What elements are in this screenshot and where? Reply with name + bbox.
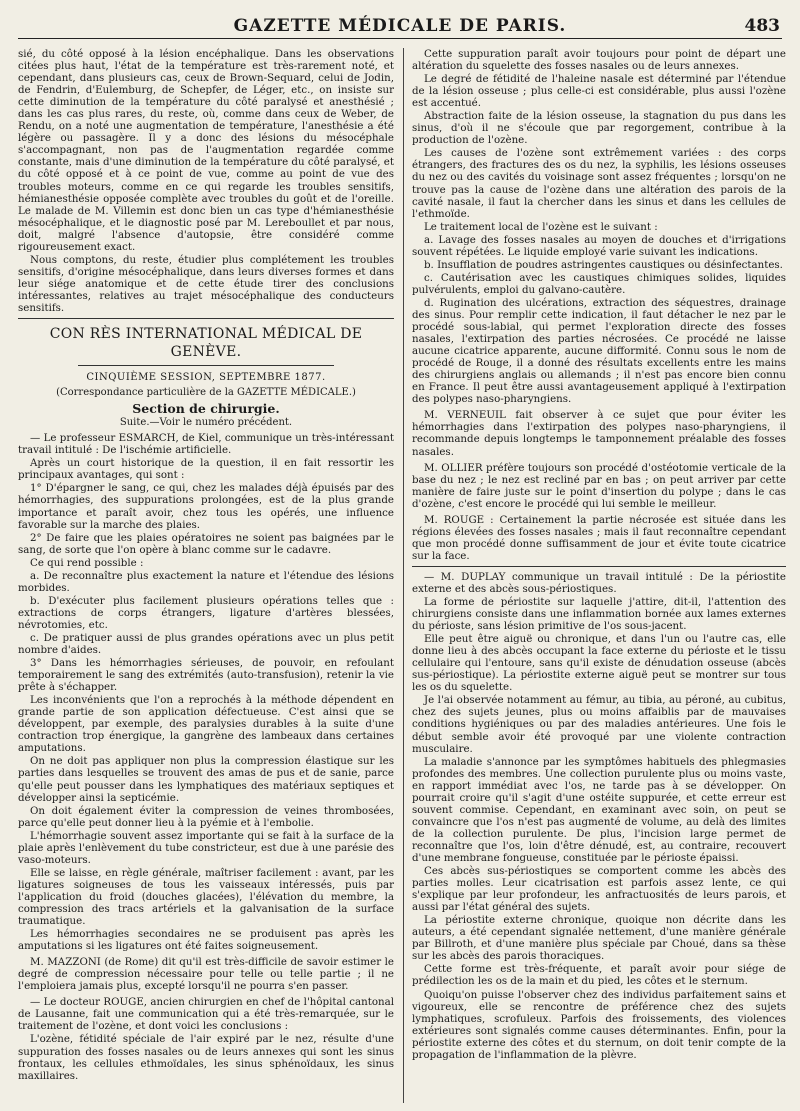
- paragraph: La périostite externe chronique, quoique non décrite dans les auteurs, a été cependant signalée nettement, d'une manière générale par Billroth, et d'une manière plus spéciale par Choué, dans sa thèse sur les abcès des parois thoraciques.: [412, 914, 786, 963]
- paragraph: Elle peut être aiguë ou chronique, et dans l'un ou l'autre cas, elle donne lieu à des abcès occupant la face externe du périoste et le tissu cellulaire qui l'entoure, sans qu'il existe de dénudation osseuse (abcès sus-périostique). La périostite externe aiguë peut se montrer sur tous les os du squelette.: [412, 633, 786, 694]
- paragraph: M. OLLIER préfère toujours son procédé d'ostéotomie verticale de la base du nez ; le nez est recliné par en bas ; on peut arriver par cette manière de faire juste sur le point d'insertion du polype ; dans le cas d'ozène, c'est encore le procédé qui lui semble le meilleur.: [412, 461, 786, 510]
- section-title: CON RÈS INTERNATIONAL MÉDICAL DE GENÈVE.: [49, 326, 363, 361]
- paragraph: On ne doit pas appliquer non plus la compression élastique sur les parties dans lesquelles se trouvent des amas de pus et de sanie, parce qu'elle peut pousser dans les lymphatiques des matériaux septiques et développer ainsi la septicémie.: [18, 755, 394, 804]
- paragraph: 3° Dans les hémorrhagies sérieuses, de pouvoir, en refoulant temporairement le sang des extrémités (auto-transfusion), retenir la vie prête à s'échapper.: [18, 657, 394, 694]
- paragraph: 1° D'épargner le sang, ce qui, chez les malades déjà épuisés par des hémorrhagies, des suppurations prolongées, est de la plus grande importance et paraît avoir, chez tous les opérés, une influence favorable sur la marche des plaies.: [18, 482, 394, 531]
- paragraph: La maladie s'annonce par les symptômes habituels des phlegmasies profondes des membres. Une collection purulente plus ou moins vaste, en rapport immédiat avec l'os, ne tarde pas à se développer. On pourrait croire qu'il s'agit d'une ostéite suppurée, et cette erreur est souvent commise. Cependant, en examinant avec soin, on peut se convaincre que l'os n'est pas augmenté de volume, au delà des limites de la collection purulente. De plus, l'incision large permet de reconnaître que l'os, loin d'être dénudé, est, au contraire, recouvert d'une membrane fongueuse, constituée par le périoste épaissi.: [412, 755, 786, 864]
- correspondence-note: (Correspondance particulière de la GAZETTE MÉDICALE.): [56, 387, 356, 399]
- paragraph: L'ozène, fétidité spéciale de l'air expiré par le nez, résulte d'une suppuration des fosses nasales ou de leurs annexes qui sont les sinus frontaux, les cellules ethmoïdales, les sinus sphénoïdaux, les sinus maxillaires.: [18, 1033, 394, 1082]
- page-number: 483: [744, 16, 780, 36]
- paragraph: c. Cautérisation avec les caustiques chimiques solides, liquides pulvérulents, emploi du galvano-cautère.: [412, 271, 786, 296]
- paragraph: Quoiqu'on puisse l'observer chez des individus parfaitement sains et vigoureux, elle se rencontre de préférence chez des sujets lymphatiques, scrofuleux. Parfois des froissements, des violences extérieures sont signalés comme causes déterminantes. Enfin, pour la périostite externe des côtes et du sternum, on doit tenir compte de la propagation de l'inflammation de la plèvre.: [412, 988, 786, 1061]
- paragraph: M. MAZZONI (de Rome) dit qu'il est très-difficile de savoir estimer le degré de compression nécessaire pour telle ou telle partie ; il ne l'emploiera jamais plus, excepté lorsqu'il ne pourra s'en passer.: [18, 956, 394, 993]
- paragraph: a. Lavage des fosses nasales au moyen de douches et d'irrigations souvent répétées. Le liquide employé varie suivant les indications.: [412, 233, 786, 258]
- paragraph: Je l'ai observée notamment au fémur, au tibia, au péroné, au cubitus, chez des sujets jeunes, plus ou moins affaiblis par de mauvaises conditions hygiéniques ou par des maladies antérieures. Une fois le début semble avoir été provoqué par une violente contraction musculaire.: [412, 694, 786, 755]
- right-column: [412, 48, 786, 1103]
- section-subtitle: CINQUIÈME SESSION, SEPTEMBRE 1877.: [86, 372, 326, 384]
- paragraph: d. Rugination des ulcérations, extraction des séquestres, drainage des sinus. Pour remplir cette indication, il faut détacher le nez par le procédé sous-labial, qui permet l'exploration directe des fosses nasales, l'extirpation des parties nécrosées. Ce procédé ne laisse aucune cicatrice apparente, aucune difformité. Connu sous le nom de procédé de Rouge, il a donné des résultats excellents entre les mains des chirurgiens anglais ou allemands ; il n'est pas encore bien connu en France. Il peut être aussi avantageusement appliqué à l'extirpation des polypes naso-pharyngiens.: [412, 296, 786, 406]
- suite-note: Suite.—Voir le numéro précédent.: [119, 417, 293, 429]
- paragraph: — M. DUPLAY communique un travail intitulé : De la périostite externe et des abcès sous-périostiques.: [412, 570, 786, 595]
- paragraph: M. ROUGE : Certainement la partie nécrosée est située dans les régions élevées des fosses nasales ; mais il faut reconnaître cependant que mon procédé donne suffisamment de jour et évite toute cicatrice sur la face.: [412, 513, 786, 562]
- paragraph: a. De reconnaître plus exactement la nature et l'étendue des lésions morbides.: [18, 569, 394, 594]
- paragraph: Cette forme est très-fréquente, et paraît avoir pour siége de prédilection les os de la main et du pied, les côtes et le sternum.: [412, 963, 786, 988]
- paragraph: b. Insufflation de poudres astringentes caustiques ou désinfectantes.: [424, 258, 783, 271]
- paragraph: Ce qui rend possible :: [30, 556, 144, 569]
- paragraph: On doit également éviter la compression de veines thrombosées, parce qu'elle peut donner lieu à la pyémie et à l'embolie.: [18, 804, 394, 829]
- paragraph: Ces abcès sus-périostiques se comportent comme les abcès des parties molles. Leur cicatrisation est parfois assez lente, ce qui s'explique par leur profondeur, les anfractuosités de leurs parois, et aussi par l'état général des sujets.: [412, 865, 786, 914]
- section-separator: [18, 318, 394, 319]
- paragraph: L'hémorrhagie souvent assez importante qui se fait à la surface de la plaie après l'enlèvement du tube constricteur, est due à une parésie des vaso-moteurs.: [18, 829, 394, 866]
- paragraph: Cette suppuration paraît avoir toujours pour point de départ une altération du squelette des fosses nasales ou de leurs annexes.: [412, 48, 786, 73]
- paragraph: b. D'exécuter plus facilement plusieurs opérations telles que : extractions de corps étrangers, ligature d'artères blessées, névrotomies, etc.: [18, 594, 394, 631]
- journal-title: GAZETTE MÉDICALE DE PARIS.: [233, 16, 567, 36]
- paragraph: Les hémorrhagies secondaires ne se produisent pas après les amputations si les ligatures ont été faites soigneusement.: [18, 928, 394, 953]
- paragraph: Le traitement local de l'ozène est le suivant :: [424, 220, 658, 233]
- column-divider: [403, 48, 404, 1103]
- left-column: [18, 48, 394, 1103]
- paragraph: c. De pratiquer aussi de plus grandes opérations avec un plus petit nombre d'aides.: [18, 631, 394, 657]
- paragraph: Le degré de fétidité de l'haleine nasale est déterminé par l'étendue de la lésion osseuse ; plus celle-ci est considérable, plus aussi l'ozène est accentué.: [412, 73, 786, 110]
- paragraph: Abstraction faite de la lésion osseuse, la stagnation du pus dans les sinus, d'où il ne s'écoule que par regorgement, contribue à la production de l'ozène.: [412, 110, 786, 147]
- paragraph: La forme de périostite sur laquelle j'attire, dit-il, l'attention des chirurgiens consiste dans une inflammation bornée aux lames externes du périoste, sans lésion primitive de l'os sous-jacent.: [412, 596, 786, 633]
- paragraph: sié, du côté opposé à la lésion encéphalique. Dans les observations citées plus haut, l'état de la température est très-rarement noté, et cependant, dans plusieurs cas, ceux de Brown-Sequard, celui de Jodin, de Fendrin, d'Eulemburg, de Schepfer, de Léger, etc., on insiste sur cette diminution de la température du côté paralysé et anesthésié ; dans les cas plus rares, du reste, où, comme dans ceux de Weber, de Rendu, on a noté une augmentation de température, l'anesthésie a été légère ou passagère. Il y a donc des lésions du mésocéphale s'accompagnant, non pas de l'augmentation regardée comme constante, mais d'une diminution de la température du côté paralysé, et du côté opposé et à ce point de vue, comme au point de vue des troubles moteurs, comme en ce qui regarde les troubles sensitifs, hémianesthésie opposée complète avec troubles du goût et de l'oreille. Le malade de M. Villemin est donc bien un cas type d'hémianesthésie mésocéphalique, et le diagnostic posé par M. Lereboullet et par nous, doit, malgré l'absence d'autopsie, être considéré comme rigoureusement exact.: [18, 48, 394, 253]
- paragraph: — Le professeur ESMARCH, de Kiel, communique un très-intéressant travail intitulé : De l'ischémie artificielle.: [18, 432, 394, 457]
- page-header: [18, 16, 782, 39]
- paragraph: Les inconvénients que l'on a reprochés à la méthode dépendent en grande partie de son application défectueuse. C'est ainsi que se développent, par exemple, des paralysies durables à la suite d'une contraction trop énergique, la gangrène des lambeaux dans certaines amputations.: [18, 694, 394, 755]
- paragraph: Elle se laisse, en règle générale, maîtriser facilement : avant, par les ligatures soigneuses de tous les vaisseaux intéressés, puis par l'application du froid (douches glacées), l'élévation du membre, la compression des tracs artériels et la galvanisation de la surface traumatique.: [18, 866, 394, 928]
- paragraph: Nous comptons, du reste, étudier plus complétement les troubles sensitifs, d'origine mésocéphalique, dans leurs diverses formes et dans leur siége anatomique et de cette étude tirer des conclusions intéressantes, relatives au trajet mésocéphalique des conducteurs sensitifs.: [18, 253, 394, 314]
- paragraph: M. VERNEUIL fait observer à ce sujet que pour éviter les hémorrhagies dans l'extirpation des polypes naso-pharyngiens, il recommande depuis longtemps le tamponnement préalable des fosses nasales.: [412, 409, 786, 458]
- paragraph: Après un court historique de la question, il en fait ressortir les principaux avantages, qui sont :: [18, 457, 394, 482]
- section-heading: Section de chirurgie.: [132, 401, 280, 417]
- title-rule: [78, 365, 334, 366]
- section-separator: [412, 566, 786, 567]
- paragraph: Les causes de l'ozène sont extrêmement variées : des corps étrangers, des fractures des os du nez, la syphilis, les lésions osseuses du nez ou des cavités du voisinage sont assez fréquentes ; lorsqu'on ne trouve pas la cause de l'ozène dans une altération des parois de la cavité nasale, il faut la chercher dans les sinus et dans les cellules de l'ethmoïde.: [412, 147, 786, 220]
- paragraph: 2° De faire que les plaies opératoires ne soient pas baignées par le sang, de sorte que l'on opère à blanc comme sur le cadavre.: [18, 531, 394, 556]
- paragraph: — Le docteur ROUGE, ancien chirurgien en chef de l'hôpital cantonal de Lausanne, fait une communication qui a été très-remarquée, sur le traitement de l'ozène, et dont voici les conclusions :: [18, 996, 394, 1033]
